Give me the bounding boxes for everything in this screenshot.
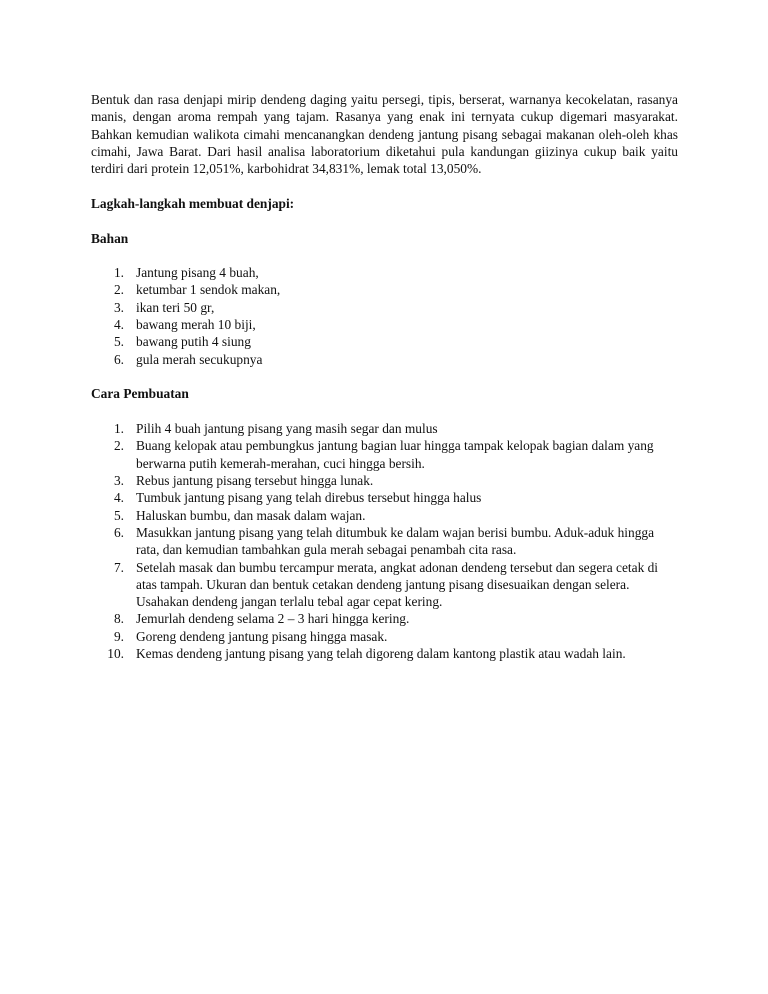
ingredients-list	[91, 264, 678, 368]
list-number: 1.	[113, 265, 124, 281]
list-item-text: Kemas dendeng jantung pisang yang telah digoreng dalam kantong plastik atau wadah lain.	[136, 646, 626, 662]
list-number: 3.	[113, 299, 124, 315]
list-item	[91, 559, 678, 611]
list-item	[91, 437, 678, 472]
list-item-text: Haluskan bumbu, dan masak dalam wajan.	[136, 507, 366, 523]
method-heading: Cara Pembuatan	[91, 385, 189, 401]
list-item	[91, 628, 678, 645]
list-item-text: Rebus jantung pisang tersebut hingga lunak.	[136, 473, 374, 489]
list-item	[91, 489, 678, 506]
list-item	[91, 507, 678, 524]
list-number: 7.	[113, 559, 124, 575]
list-number: 6.	[113, 351, 124, 367]
list-number: 4.	[113, 316, 124, 332]
list-item	[91, 351, 678, 368]
list-item	[91, 472, 678, 489]
list-item-text: Jemurlah dendeng selama 2 – 3 hari hingga kering.	[136, 611, 410, 627]
list-item-text: Tumbuk jantung pisang yang telah direbus tersebut hingga halus	[136, 490, 482, 506]
list-item-text: bawang putih 4 siung	[136, 334, 251, 350]
list-item	[91, 524, 678, 559]
list-number: 3.	[113, 473, 124, 489]
steps-title-heading: Lagkah-langkah membuat denjapi:	[91, 196, 295, 212]
list-item	[91, 420, 678, 437]
list-number: 2.	[113, 438, 124, 454]
list-number: 6.	[113, 524, 124, 540]
ingredients-heading: Bahan	[91, 230, 129, 246]
list-item	[91, 333, 678, 350]
list-item	[91, 264, 678, 281]
list-item-text: ikan teri 50 gr,	[136, 299, 215, 315]
list-item-text: Setelah masak dan bumbu tercampur merata, angkat adonan dendeng tersebut dan segera cetak di atas tampah. Ukuran dan bentuk cetakan dendeng jantung pisang disesuaikan dengan selera. Usahakan dendeng jangan terlalu tebal agar cepat kering.	[136, 559, 659, 610]
list-number: 1.	[113, 421, 124, 437]
list-item-text: Buang kelopak atau pembungkus jantung bagian luar hingga tampak kelopak bagian dalam yang berwarna putih kemerah-merahan, cuci hingga bersih.	[136, 438, 654, 471]
list-number: 10.	[107, 646, 124, 662]
list-number: 9.	[113, 628, 124, 644]
intro-paragraph: Bentuk dan rasa denjapi mirip dendeng daging yaitu persegi, tipis, berserat, warnanya kecokelatan, rasanya manis, dengan aroma rempah yang tajam. Rasanya yang enak ini ternyata cukup digemari masyarakat. Bahkan kemudian walikota cimahi mencanangkan dendeng jantung pisang sebagai makanan oleh-oleh khas cimahi, Jawa Barat. Dari hasil analisa laboratorium diketahui pula kandungan giizinya cukup baik yaitu terdiri dari protein 12,051%, karbohidrat 34,831%, lemak total 13,050%.	[91, 92, 678, 177]
list-number: 5.	[113, 334, 124, 350]
list-item	[91, 645, 678, 662]
list-item-text: Masukkan jantung pisang yang telah ditumbuk ke dalam wajan berisi bumbu. Aduk-aduk hingga rata, dan kemudian tambahkan gula merah sebagai penambah cita rasa.	[136, 524, 655, 558]
list-item	[91, 316, 678, 333]
list-item	[91, 610, 678, 627]
list-item-text: Goreng dendeng jantung pisang hingga masak.	[136, 628, 388, 644]
list-item-text: Pilih 4 buah jantung pisang yang masih segar dan mulus	[136, 421, 438, 437]
list-number: 8.	[113, 611, 124, 627]
list-number: 4.	[113, 490, 124, 506]
list-item	[91, 281, 678, 298]
steps-list	[91, 420, 678, 662]
list-item	[91, 299, 678, 316]
list-item-text: bawang merah 10 biji,	[136, 316, 256, 332]
document-page	[91, 91, 678, 662]
list-item-text: gula merah secukupnya	[136, 351, 263, 367]
list-number: 5.	[113, 507, 124, 523]
list-item-text: ketumbar 1 sendok makan,	[136, 282, 281, 298]
list-item-text: Jantung pisang 4 buah,	[136, 265, 259, 281]
list-number: 2.	[113, 282, 124, 298]
